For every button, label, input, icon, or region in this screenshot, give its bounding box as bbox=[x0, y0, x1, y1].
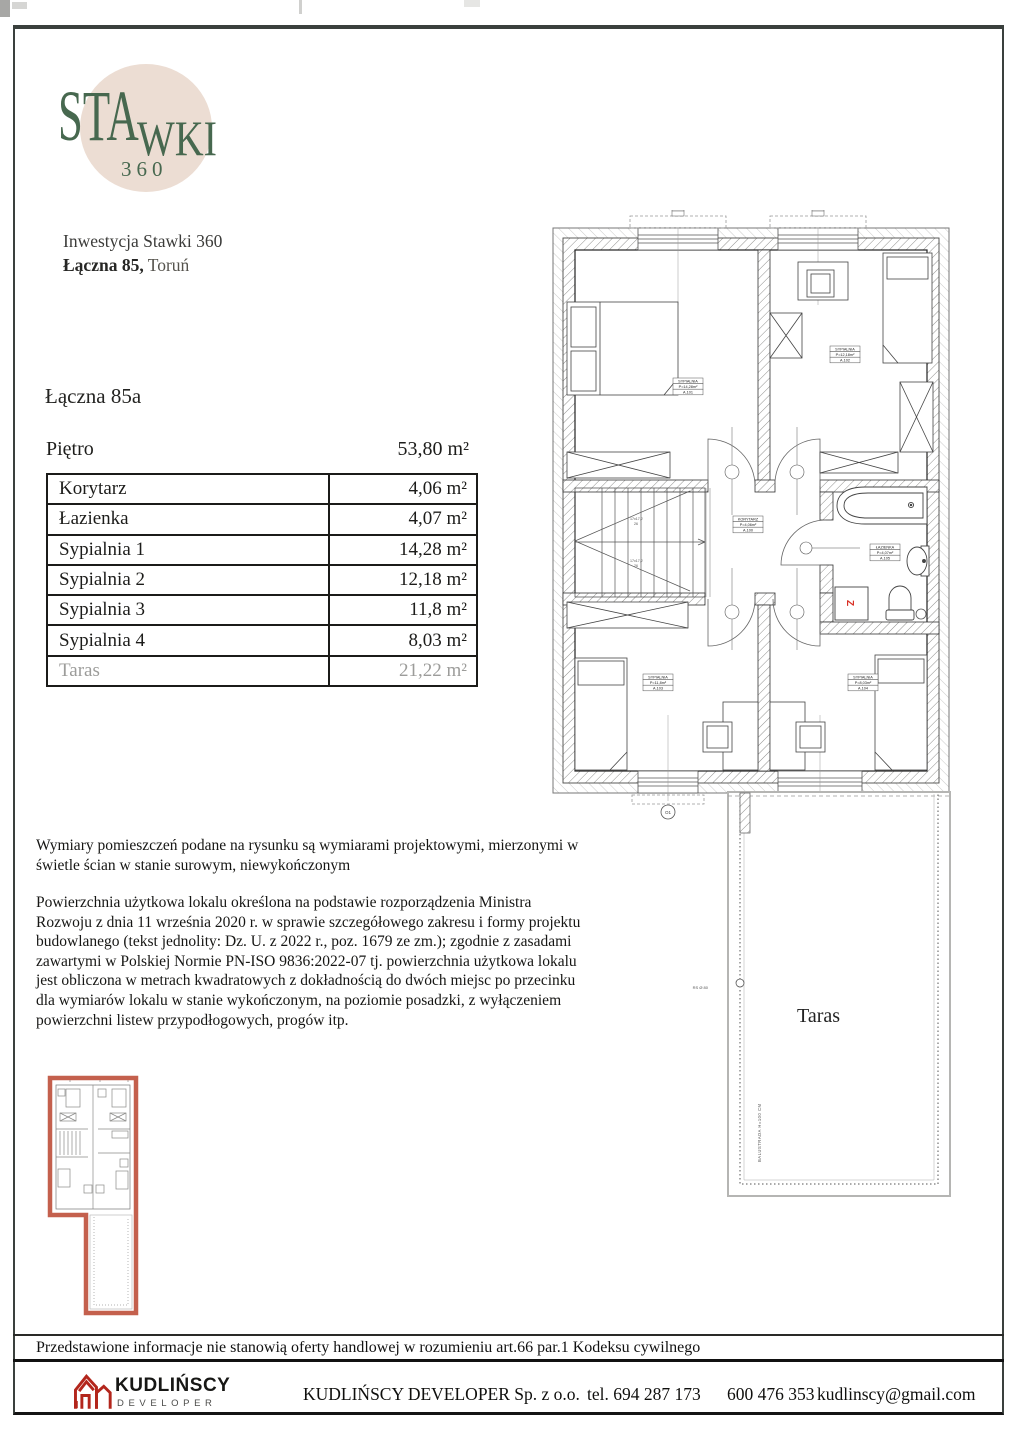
table-row-taras bbox=[48, 655, 476, 685]
terrace bbox=[693, 792, 950, 1196]
desk-chair-icon bbox=[798, 262, 848, 300]
wardrobe-icon bbox=[770, 313, 802, 358]
scan-artifact bbox=[0, 0, 10, 17]
svg-text:A.101: A.101 bbox=[683, 390, 693, 395]
svg-text:Z: Z bbox=[844, 599, 855, 607]
terrace-label: Taras bbox=[797, 1005, 841, 1027]
room-label-korytarz bbox=[733, 516, 763, 533]
stawki-logo-number: 360 bbox=[121, 157, 168, 181]
room-name: Korytarz bbox=[48, 475, 330, 503]
scan-artifact bbox=[299, 0, 302, 14]
room-name: Sypialnia 3 bbox=[48, 596, 330, 624]
room-area: 11,8 m² bbox=[409, 599, 467, 621]
note-dimensions: Wymiary pomieszczeń podane na rysunku są wymiarami projektowymi, mierzonymi w świetle ścian w stanie surowym, niewykończonym bbox=[36, 837, 579, 874]
svg-text:P=4,06m²: P=4,06m² bbox=[739, 523, 757, 527]
room-name: Łazienka bbox=[48, 505, 330, 533]
single-bed-icon bbox=[875, 655, 927, 770]
room-name: Sypialnia 4 bbox=[48, 626, 330, 654]
room-label-lazienka bbox=[870, 544, 900, 561]
svg-text:17x17,2: 17x17,2 bbox=[630, 559, 643, 563]
divider-line bbox=[13, 1334, 1004, 1336]
svg-text:SYPIALNIA: SYPIALNIA bbox=[678, 379, 698, 384]
table-row bbox=[48, 503, 476, 533]
svg-text:O1: O1 bbox=[664, 810, 672, 815]
divider-line bbox=[13, 1359, 1004, 1362]
table-row bbox=[48, 564, 476, 594]
investment-address bbox=[63, 255, 189, 276]
footer-brand-name: KUDLIŃSCY bbox=[115, 1375, 231, 1396]
table-row bbox=[48, 624, 476, 654]
svg-text:A.100: A.100 bbox=[743, 528, 753, 533]
table-row bbox=[48, 475, 476, 503]
room-area: 4,06 m² bbox=[408, 478, 467, 500]
mini-location-plan bbox=[40, 1065, 150, 1325]
svg-text:17x17,2: 17x17,2 bbox=[630, 517, 643, 521]
wardrobe-icon bbox=[900, 382, 933, 452]
floor-plan-drawing bbox=[530, 210, 1010, 1210]
kudlinscy-logo-icon bbox=[70, 1369, 112, 1411]
room-label-sypialnia-2 bbox=[830, 346, 860, 363]
svg-text:SYPIALNIA: SYPIALNIA bbox=[835, 347, 855, 352]
address-city: Toruń bbox=[143, 255, 190, 275]
svg-text:SYPIALNIA: SYPIALNIA bbox=[648, 675, 668, 680]
investment-name: Inwestycja Stawki 360 bbox=[63, 231, 223, 251]
room-label-sypialnia-1 bbox=[673, 378, 703, 395]
room-label-sypialnia-3 bbox=[643, 674, 673, 691]
svg-text:A.105: A.105 bbox=[880, 556, 890, 561]
double-bed-icon bbox=[567, 302, 678, 395]
room-area: 21,22 m² bbox=[399, 659, 467, 681]
stawki-logo-text-b: WKI bbox=[137, 110, 217, 166]
room-name: Sypialnia 1 bbox=[48, 536, 330, 564]
footer-company: KUDLIŃSCY DEVELOPER Sp. z o.o. bbox=[303, 1384, 580, 1404]
footer-phone-2: 600 476 353 bbox=[727, 1384, 815, 1404]
room-area: 12,18 m² bbox=[399, 569, 467, 591]
svg-text:KORYTARZ: KORYTARZ bbox=[737, 517, 759, 522]
floor-area-value: 53,80 m² bbox=[397, 438, 469, 460]
svg-text:A.102: A.102 bbox=[840, 358, 850, 363]
svg-text:26: 26 bbox=[634, 564, 638, 568]
room-area: 4,07 m² bbox=[408, 508, 467, 530]
bathtub-icon bbox=[837, 487, 927, 524]
table-row bbox=[48, 534, 476, 564]
note-regulation: Powierzchnia użytkowa lokalu określona na podstawie rozporządzenia Ministra Rozwoju z dnia 11 września 2020 r. w sprawie szczegółowego zakresu i formy projektu budowlanego (tekst jednolity: Dz. U. z 2022 r., poz. 1679 ze zm.); zgodnie z zasadami zawartymi w Polskiej Normie PN-ISO 9836:2022-07 tj. powierzchnia użytkowa lokalu jest obliczona w metrach kwadratowych z dokładnością do dwóch miejsc po przecinku dla wymiarów lokalu w stanie wykończonym, na poziomie posadzki, z wyłączeniem powierzchni listew przypodłogowych, progów itp. bbox=[36, 894, 581, 1029]
washing-machine-icon bbox=[835, 587, 868, 620]
footer-email: kudlinscy@gmail.com bbox=[817, 1384, 976, 1404]
room-area-table bbox=[46, 473, 478, 687]
svg-text:P=11,8m²: P=11,8m² bbox=[649, 681, 667, 685]
svg-text:BALUSTRADA H=100 CM: BALUSTRADA H=100 CM bbox=[757, 1103, 762, 1162]
svg-text:P=12,18m²: P=12,18m² bbox=[835, 353, 855, 357]
room-name: Taras bbox=[48, 657, 330, 685]
svg-text:SYPIALNIA: SYPIALNIA bbox=[853, 675, 873, 680]
wardrobe-icon bbox=[567, 452, 670, 478]
cabinet-icon bbox=[820, 452, 898, 473]
svg-text:A.103: A.103 bbox=[653, 686, 663, 691]
room-label-sypialnia-4 bbox=[848, 674, 878, 691]
svg-text:26: 26 bbox=[634, 522, 638, 526]
floor-drain-icon bbox=[916, 609, 926, 619]
address-street: Łączna 85, bbox=[63, 255, 144, 275]
svg-text:P=4,07m²: P=4,07m² bbox=[876, 551, 894, 555]
room-area: 8,03 m² bbox=[408, 629, 467, 651]
legal-disclaimer: Przedstawione informacje nie stanowią oferty handlowej w rozumieniu art.66 par.1 Kodeksu cywilnego bbox=[36, 1339, 701, 1356]
room-area: 14,28 m² bbox=[399, 538, 467, 560]
single-bed-icon bbox=[575, 658, 627, 770]
svg-text:A.104: A.104 bbox=[858, 686, 868, 691]
svg-text:ŁAZIENKA: ŁAZIENKA bbox=[875, 545, 895, 550]
floor-summary-row bbox=[46, 438, 478, 461]
single-bed-icon bbox=[883, 253, 932, 363]
floor-label: Piętro bbox=[46, 438, 94, 460]
washbasin-icon bbox=[907, 546, 929, 576]
footer-phone-1: tel. 694 287 173 bbox=[587, 1384, 701, 1404]
svg-text:P=14,28m²: P=14,28m² bbox=[678, 385, 698, 389]
footer-brand-subtitle: DEVELOPER bbox=[117, 1398, 217, 1409]
svg-text:RS Ø 80: RS Ø 80 bbox=[692, 985, 708, 990]
table-row bbox=[48, 594, 476, 624]
scan-artifact bbox=[464, 0, 480, 7]
mini-plan-lines bbox=[56, 1076, 132, 1309]
room-name: Sypialnia 2 bbox=[48, 566, 330, 594]
scan-artifact bbox=[12, 2, 27, 9]
stawki-logo-text-a: STA bbox=[58, 76, 139, 156]
wardrobe-icon bbox=[567, 602, 688, 628]
unit-title: Łączna 85a bbox=[45, 384, 142, 408]
svg-text:P=8,03m²: P=8,03m² bbox=[854, 681, 872, 685]
